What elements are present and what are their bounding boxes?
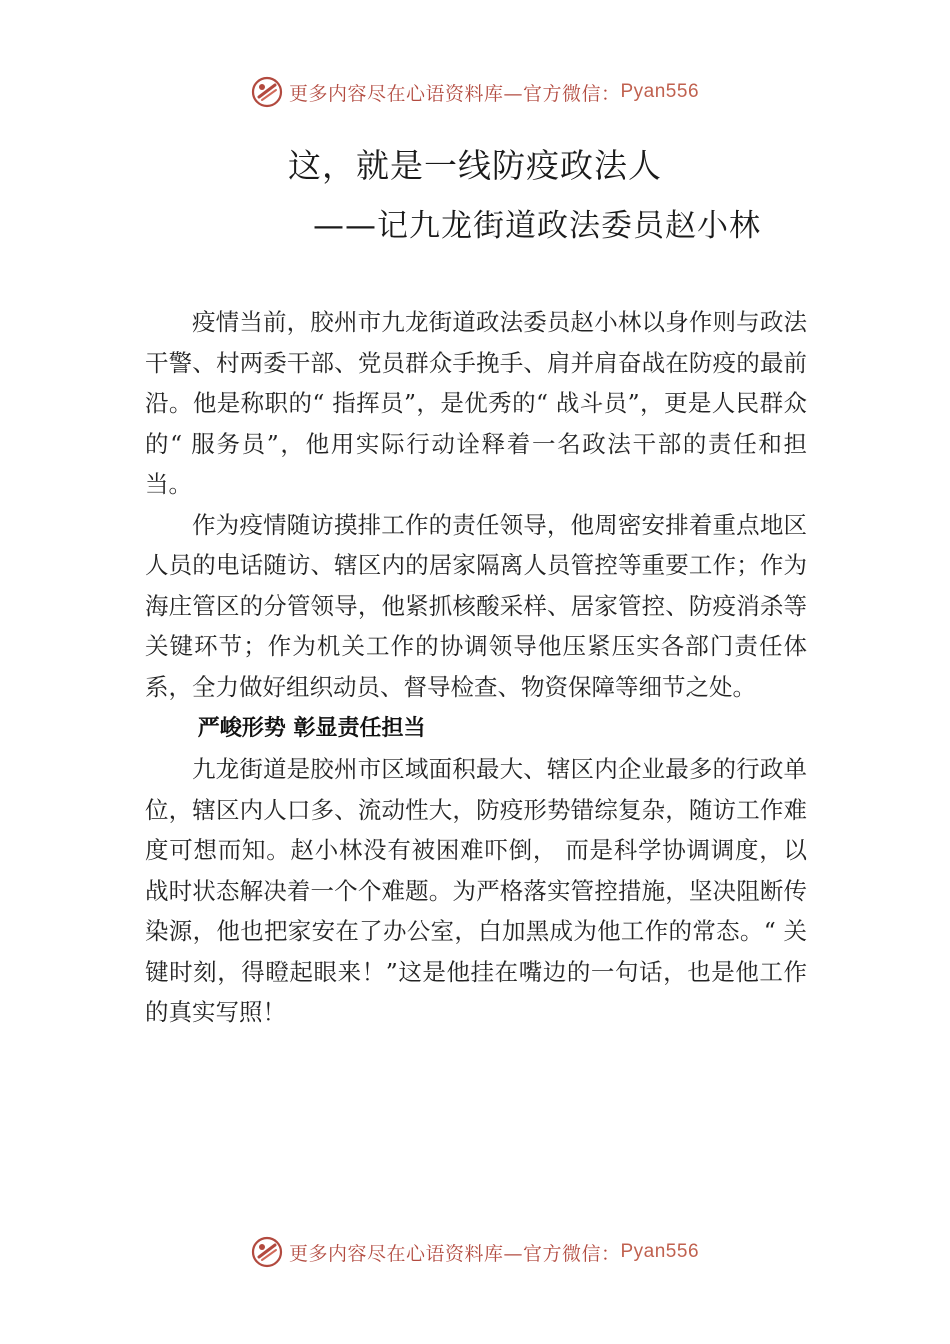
- footer-watermark: [0, 1236, 950, 1268]
- article-subtitle: ——记九龙街道政法委员赵小林: [313, 208, 761, 244]
- watermark-account: Pyan556: [620, 1241, 700, 1262]
- watermark-text: 更多内容尽在心语资料库—官方微信：: [288, 82, 621, 105]
- watermark-text: 更多内容尽在心语资料库—官方微信：: [288, 1242, 621, 1265]
- book-logo-icon: [251, 76, 283, 108]
- header-watermark: [0, 76, 950, 108]
- section-heading: 严峻形势 彰显责任担当: [197, 716, 426, 741]
- book-logo-icon: [251, 1236, 283, 1268]
- paragraph-2: 作为疫情随访摸排工作的责任领导，他周密安排着重点地区人员的电话随访、辖区内的居家隔离人员管控等重要工作；作为海庄管区的分管领导，他紧抓核酸采样、居家管控、防疫消杀等关键环节；作为机关工作的协调领导他压紧压实各部门责任体系，全力做好组织动员、督导检查、物资保障等细节之处。: [145, 510, 807, 701]
- article-body: [145, 302, 807, 1033]
- watermark-account: Pyan556: [620, 81, 700, 102]
- article-title: 这，就是一线防疫政法人: [288, 146, 662, 185]
- paragraph-1: 疫情当前，胶州市九龙街道政法委员赵小林以身作则与政法干警、村两委干部、党员群众手挽手、肩并肩奋战在防疫的最前沿。他是称职的“ 指挥员”，是优秀的“ 战斗员”，更是人民群众的“ 服务员”，他用实际行动诠释着一名政法干部的责任和担当。: [145, 308, 807, 498]
- paragraph-3: 九龙街道是胶州市区域面积最大、辖区内企业最多的行政单位，辖区内人口多、流动性大，防疫形势错综复杂，随访工作难度可想而知。赵小林没有被困难吓倒， 而是科学协调调度，以战时状态解决着一个个难题。为严格落实管控措施，坚决阻断传染源，他也把家安在了办公室，白加黑成为他工作的常态。“ 关键时刻，得瞪起眼来！”这是他挂在嘴边的一句话，也是他工作的真实写照！: [145, 755, 807, 1026]
